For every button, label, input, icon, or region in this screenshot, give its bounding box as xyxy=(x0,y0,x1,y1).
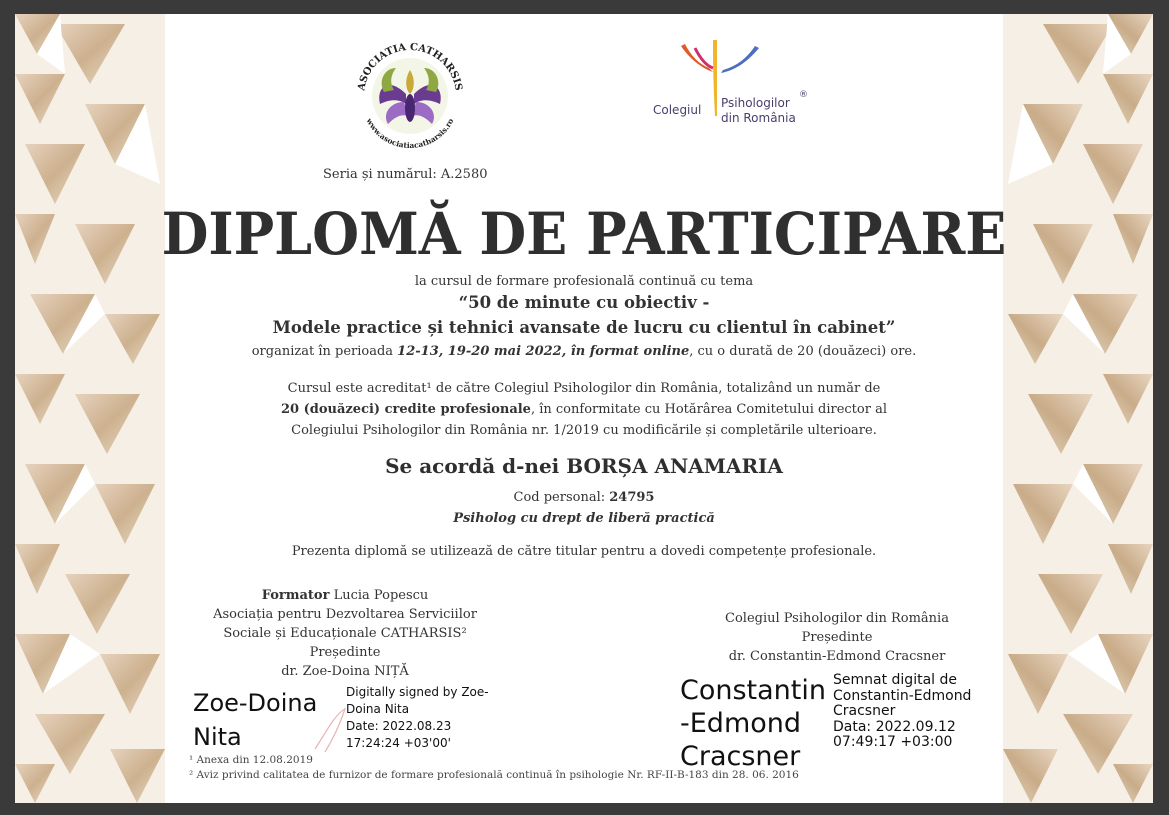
left-sig-detail2: Doina Nita xyxy=(346,702,410,716)
footnotes xyxy=(189,753,799,783)
accreditation-line2 xyxy=(15,399,1153,420)
diploma-title: DIPLOMĂ DE PARTICIPARE xyxy=(161,200,1007,268)
accreditation-line3: Colegiului Psihologilor din România nr. 1/2019 cu modificările și completările ulterioare. xyxy=(291,423,877,438)
svg-text:ASOCIATIA CATHARSIS: ASOCIATIA CATHARSIS xyxy=(356,41,464,92)
code-label: Cod personal: xyxy=(513,490,610,505)
left-digital-signature-name xyxy=(193,686,317,754)
cp-logo-psihologilor: Psihologilor xyxy=(721,96,790,110)
right-role: Președinte xyxy=(801,630,873,645)
right-person: dr. Constantin-Edmond Cracsner xyxy=(728,649,946,664)
period-dates: 12-13, 19-20 mai 2022, în format online xyxy=(397,344,690,359)
colegiul-psihologilor-logo xyxy=(651,38,831,138)
right-sig-detail2: Constantin-Edmond xyxy=(833,687,972,704)
course-intro: la cursul de formare profesională continuă cu tema xyxy=(414,274,754,289)
left-sig-name2: Nita xyxy=(193,723,242,751)
profession: Psiholog cu drept de liberă practică xyxy=(453,511,715,526)
accreditation-line1: Cursul este acreditat¹ de către Colegiul Psihologilor din România, totalizând un număr de xyxy=(287,381,881,396)
course-period xyxy=(15,344,1153,359)
cp-logo-registered: ® xyxy=(799,90,808,100)
left-sig-detail4: 17:24:24 +03'00' xyxy=(346,736,451,750)
formator-line xyxy=(165,586,525,605)
left-org-line1: Asociația pentru Dezvoltarea Serviciilor xyxy=(213,607,477,622)
footnote-1: ¹ Anexa din 12.08.2019 xyxy=(189,754,313,766)
course-title-line1: “50 de minute cu obiectiv - xyxy=(458,293,710,312)
asociatia-catharsis-logo xyxy=(348,34,472,158)
left-sig-detail3: Date: 2022.08.23 xyxy=(346,719,452,733)
svg-text:www.asociatiacatharsis.ro: www.asociatiacatharsis.ro xyxy=(364,116,456,151)
cp-logo-din-romania: din România xyxy=(721,111,796,125)
period-prefix: organizat în perioada xyxy=(251,344,398,359)
award-recipient: Se acordă d-nei BORȘA ANAMARIA xyxy=(385,454,783,478)
left-role: Președinte xyxy=(309,645,381,660)
accreditation-paragraph xyxy=(15,378,1153,441)
right-sig-name3: Cracsner xyxy=(680,741,801,772)
right-sig-detail5: 07:49:17 +03:00 xyxy=(833,734,953,750)
personal-code xyxy=(15,490,1153,505)
left-sig-name1: Zoe-Doina xyxy=(193,689,318,717)
accreditation-line2-rest: , în conformitate cu Hotărârea Comitetului director al xyxy=(530,402,887,417)
right-sig-name2: -Edmond xyxy=(680,708,802,739)
usage-statement: Prezenta diplomă se utilizează de către titular pentru a dovedi competențe profesionale. xyxy=(291,544,877,559)
series-number: Seria și numărul: A.2580 xyxy=(323,167,488,182)
diploma-page xyxy=(15,14,1153,803)
left-sig-detail1: Digitally signed by Zoe- xyxy=(346,685,489,699)
left-org-line2: Sociale și Educaționale CATHARSIS² xyxy=(223,626,467,641)
left-signatory-block xyxy=(165,586,525,681)
footnote-2: ² Aviz privind calitatea de furnizor de formare profesională continuă în psihologie Nr. RF-II-B-183 din 28. 06. 2016 xyxy=(189,769,799,781)
formator-name: Lucia Popescu xyxy=(329,588,429,603)
right-sig-detail1: Semnat digital de xyxy=(833,672,957,688)
left-digital-signature-details xyxy=(346,684,489,752)
period-suffix: , cu o durată de 20 (douăzeci) ore. xyxy=(689,344,917,359)
formator-label: Formator xyxy=(261,588,330,603)
right-sig-name1: Constantin xyxy=(680,675,826,706)
cp-logo-colegiul: Colegiul xyxy=(653,103,702,117)
right-digital-signature-details xyxy=(833,673,971,751)
right-sig-detail4: Data: 2022.09.12 xyxy=(833,718,956,735)
code-value: 24795 xyxy=(609,490,655,505)
left-person: dr. Zoe-Doina NIȚĂ xyxy=(281,664,409,679)
right-signatory-block xyxy=(687,609,987,666)
credits-bold: 20 (douăzeci) credite profesionale xyxy=(281,402,531,417)
course-title-line2: Modele practice și tehnici avansate de lucru cu clientul în cabinet” xyxy=(272,318,896,337)
right-sig-detail3: Cracsner xyxy=(833,703,896,719)
right-org: Colegiul Psihologilor din România xyxy=(725,611,949,626)
